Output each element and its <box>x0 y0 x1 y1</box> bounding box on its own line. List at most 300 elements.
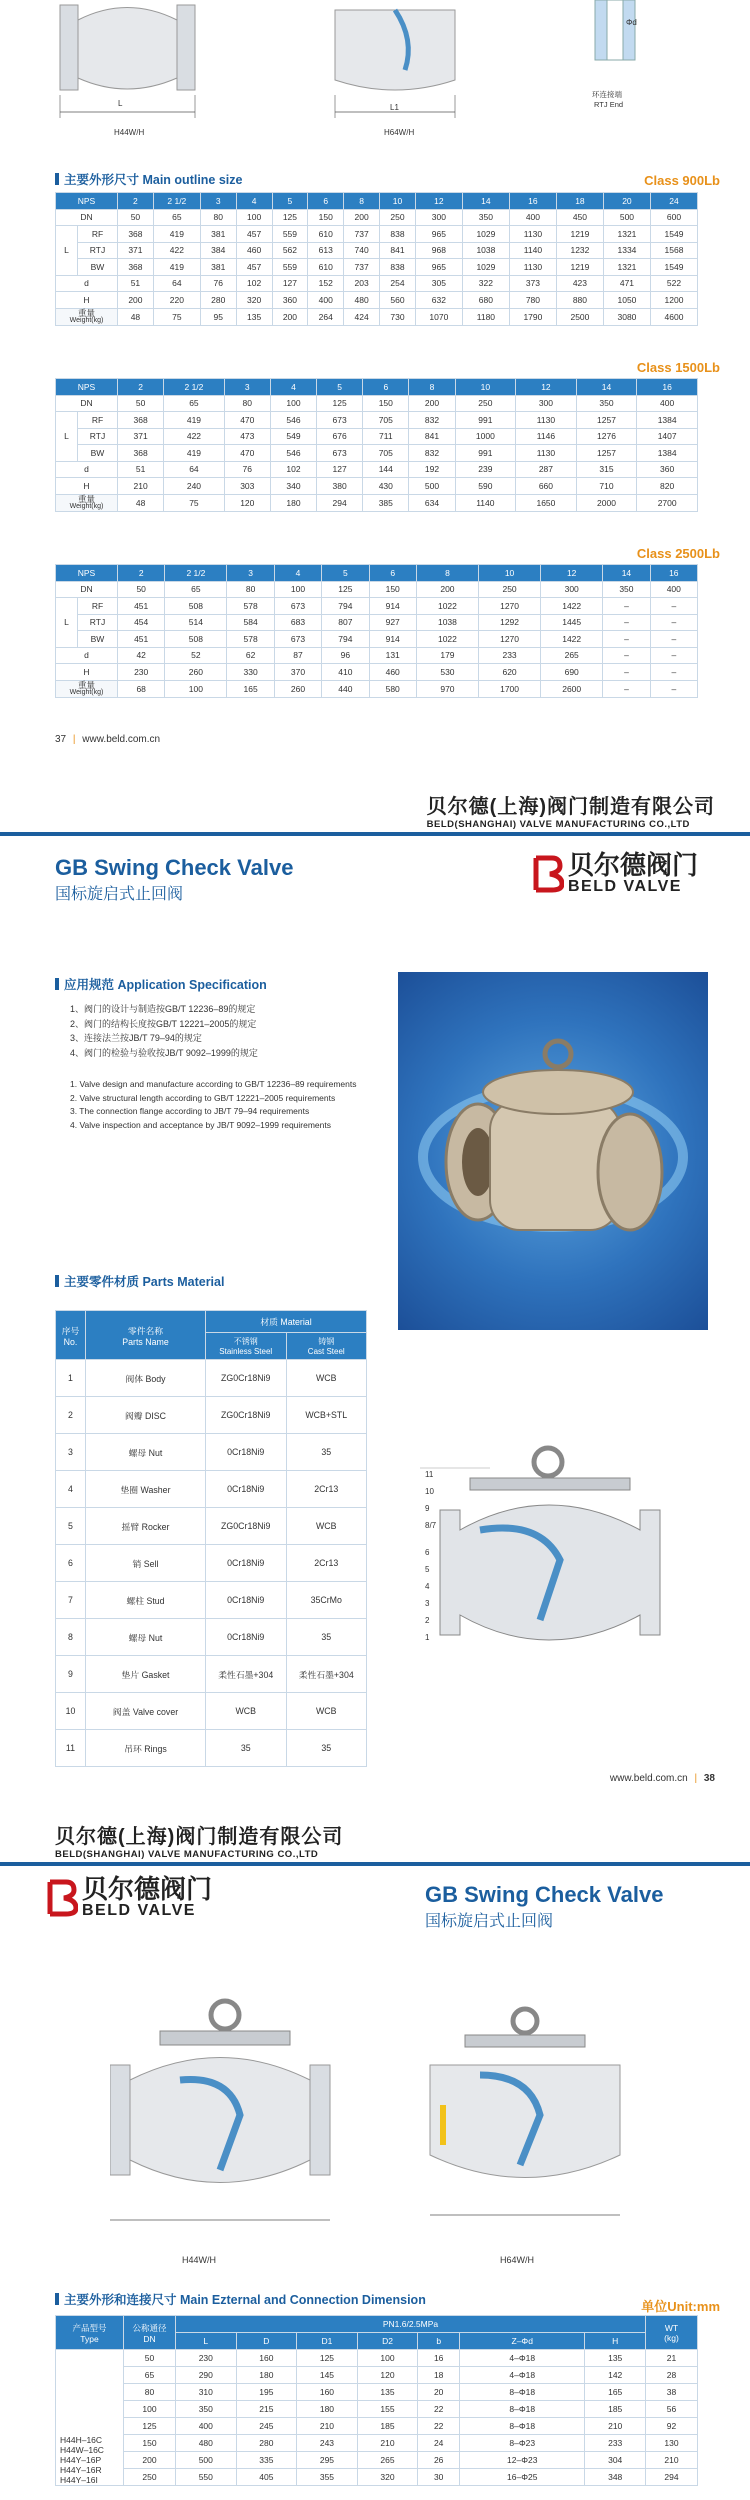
cell: 320 <box>236 292 272 309</box>
cell: 264 <box>308 308 344 325</box>
cell: 165 <box>585 2384 646 2401</box>
cell: 368 <box>118 445 164 462</box>
cell: 28 <box>646 2367 698 2384</box>
col-ss <box>206 1333 287 1360</box>
row-label: DN <box>56 581 118 598</box>
cell: 5 <box>272 193 308 210</box>
cell: 340 <box>270 478 316 495</box>
col-d1: D1 <box>297 2333 358 2350</box>
cell: 210 <box>118 478 164 495</box>
title-cn: 国标旋启式止回阀 <box>425 1913 554 1930</box>
cell: 220 <box>153 292 200 309</box>
cell: 460 <box>369 664 416 681</box>
table-row <box>56 1397 367 1434</box>
cell: 473 <box>224 428 270 445</box>
cell: 1270 <box>479 598 541 615</box>
col-no-en: No. <box>63 1336 78 1347</box>
cell: 300 <box>415 209 462 226</box>
cell: 305 <box>415 275 462 292</box>
table-class-1500 <box>55 378 698 512</box>
cell: 1130 <box>509 259 556 276</box>
cell: 1029 <box>462 259 509 276</box>
callout-label: 5 <box>425 1565 430 1574</box>
cell: 562 <box>272 242 308 259</box>
cell: 381 <box>200 259 236 276</box>
table-row <box>56 2418 698 2435</box>
cell: 230 <box>118 664 165 681</box>
cell: 2500 <box>556 308 603 325</box>
row-label: RF <box>78 598 118 615</box>
cell: 62 <box>227 647 274 664</box>
cell: 600 <box>650 209 697 226</box>
section-header-outline <box>55 170 243 188</box>
cell: 832 <box>409 445 455 462</box>
cell: 76 <box>200 275 236 292</box>
table-row <box>56 2384 698 2401</box>
cell: 18 <box>556 193 603 210</box>
cell: 578 <box>227 598 274 615</box>
cell: 145 <box>297 2367 358 2384</box>
cell: 16–Φ25 <box>460 2469 585 2486</box>
cell: 210 <box>297 2418 358 2435</box>
table-row <box>56 1471 367 1508</box>
cell: 26 <box>418 2452 460 2469</box>
cell: 64 <box>153 275 200 292</box>
company-header-left <box>55 1820 343 1860</box>
cell: 65 <box>165 581 227 598</box>
row-label: NPS <box>56 193 118 210</box>
cell: 673 <box>317 412 363 429</box>
cell: 125 <box>272 209 308 226</box>
cell: 2 <box>118 379 164 396</box>
cell: 303 <box>224 478 270 495</box>
col-no <box>56 1311 86 1360</box>
cell: 673 <box>274 598 321 615</box>
title-en: GB Swing Check Valve <box>55 855 294 880</box>
cell: 451 <box>118 631 165 648</box>
table-row <box>56 614 698 631</box>
cell: 1384 <box>637 445 698 462</box>
cell: 92 <box>646 2418 698 2435</box>
table-row <box>56 1693 367 1730</box>
cell: 2Cr13 <box>286 1545 367 1582</box>
cell: 100 <box>357 2350 418 2367</box>
cell: – <box>603 631 650 648</box>
title-en: GB Swing Check Valve <box>425 1882 664 1907</box>
row-label: RF <box>78 412 118 429</box>
table-row <box>56 1360 367 1397</box>
cell: 405 <box>236 2469 297 2486</box>
table-row <box>56 259 698 276</box>
cell: 50 <box>124 2350 176 2367</box>
cell: 1232 <box>556 242 603 259</box>
cell: 371 <box>118 242 154 259</box>
cell: 120 <box>224 494 270 511</box>
cell: 807 <box>322 614 369 631</box>
cell: 1022 <box>416 631 478 648</box>
cell: 130 <box>646 2435 698 2452</box>
weight-label <box>56 494 118 511</box>
cell: 500 <box>409 478 455 495</box>
cell: 5 <box>317 379 363 396</box>
cell: 1180 <box>462 308 509 325</box>
drawing-caption-left: H44W/H <box>114 128 145 137</box>
cell: 290 <box>176 2367 237 2384</box>
col-wt-label: WT <box>664 2322 679 2333</box>
parts-body <box>56 1360 367 1767</box>
callout-numbers <box>425 1466 436 1646</box>
cell: 1700 <box>479 680 541 697</box>
cell: 239 <box>455 461 516 478</box>
cell: 254 <box>380 275 416 292</box>
cell: 65 <box>124 2367 176 2384</box>
cell: 1257 <box>576 412 637 429</box>
section-header-dimension <box>55 2290 426 2308</box>
cell: 155 <box>357 2401 418 2418</box>
cell: 233 <box>585 2435 646 2452</box>
col-ss-cn: 不锈钢 <box>233 1337 258 1346</box>
table-row <box>56 445 698 462</box>
table-row <box>56 2452 698 2469</box>
cell: 243 <box>297 2435 358 2452</box>
cell: 48 <box>118 308 154 325</box>
title-cn: 国标旋启式止回阀 <box>55 886 184 903</box>
cell: 1 <box>56 1360 86 1397</box>
table-header-row <box>56 1311 367 1333</box>
cell: 508 <box>165 598 227 615</box>
cell: WCB <box>286 1360 367 1397</box>
cell: 580 <box>369 680 416 697</box>
cell: 348 <box>585 2469 646 2486</box>
cell: 50 <box>118 395 164 412</box>
cell: 2 1/2 <box>164 379 225 396</box>
cell: – <box>603 680 650 697</box>
cell: 330 <box>227 664 274 681</box>
table-row <box>56 1656 367 1693</box>
cell: 8–Φ18 <box>460 2401 585 2418</box>
cell: 927 <box>369 614 416 631</box>
table-row <box>56 1434 367 1471</box>
cell: 4–Φ18 <box>460 2350 585 2367</box>
company-name-cn: 贝尔德(上海)阀门制造有限公司 <box>426 796 715 818</box>
cell: 322 <box>462 275 509 292</box>
col-b: b <box>418 2333 460 2350</box>
cell: 1549 <box>650 226 697 243</box>
cell: 12 <box>415 193 462 210</box>
cell: 3 <box>224 379 270 396</box>
cell: 120 <box>357 2367 418 2384</box>
col-cs-en: Cast Steel <box>307 1347 345 1356</box>
cell: 676 <box>317 428 363 445</box>
header-bar-icon <box>55 2293 59 2305</box>
col-wt-unit: (kg) <box>664 2332 679 2343</box>
valve-drawing-h44 <box>55 0 200 140</box>
col-name-en: Parts Name <box>122 1336 169 1347</box>
cell: 0Cr18Ni9 <box>206 1582 287 1619</box>
cell: 400 <box>176 2418 237 2435</box>
cell: 970 <box>416 680 478 697</box>
cell: 457 <box>236 259 272 276</box>
parts-table <box>55 1310 367 1767</box>
cell: 968 <box>415 242 462 259</box>
callout-label: 11 <box>425 1470 434 1479</box>
cell: 914 <box>369 631 416 648</box>
table-header-row <box>56 2316 698 2333</box>
cell: 260 <box>274 680 321 697</box>
cell: 1321 <box>603 259 650 276</box>
cell: 200 <box>416 581 478 598</box>
cell: 1384 <box>637 412 698 429</box>
cell: 419 <box>153 259 200 276</box>
cell: 180 <box>236 2367 297 2384</box>
cell: 160 <box>236 2350 297 2367</box>
cell: 838 <box>380 259 416 276</box>
cell: 8 <box>344 193 380 210</box>
cell: 9 <box>56 1656 86 1693</box>
table-row <box>56 428 698 445</box>
cell: 240 <box>164 478 225 495</box>
cell: 294 <box>646 2469 698 2486</box>
cell: 2 1/2 <box>153 193 200 210</box>
row-label: d <box>56 647 118 664</box>
cell: 150 <box>363 395 409 412</box>
callout-label: 3 <box>425 1599 430 1608</box>
cell: 965 <box>415 259 462 276</box>
page-number: 37 <box>55 734 67 745</box>
cell: 摇臂 Rocker <box>86 1508 206 1545</box>
cell: 14 <box>603 565 650 582</box>
cell: 730 <box>380 308 416 325</box>
cell: 1038 <box>416 614 478 631</box>
cell: WCB <box>206 1693 287 1730</box>
weight-cn: 重量 <box>77 493 95 504</box>
cell: 200 <box>118 292 154 309</box>
cell: 384 <box>200 242 236 259</box>
cell: WCB+STL <box>286 1397 367 1434</box>
table-row <box>56 478 698 495</box>
weight-cn: 重量 <box>77 679 95 690</box>
cell: 125 <box>124 2418 176 2435</box>
section-header-parts <box>55 1272 224 1290</box>
cell: 80 <box>224 395 270 412</box>
table-row <box>56 494 698 511</box>
cell: 1407 <box>637 428 698 445</box>
cell: 1146 <box>516 428 577 445</box>
cell: 400 <box>637 395 698 412</box>
cell: 423 <box>556 275 603 292</box>
cell: 549 <box>270 428 316 445</box>
col-z: Z–Φd <box>460 2333 585 2350</box>
cell: 280 <box>200 292 236 309</box>
table-row <box>56 2469 698 2486</box>
list-item: 2. Valve structural length according to GB/T 12221–2005 requirements <box>70 1092 336 1103</box>
cell: 265 <box>541 647 603 664</box>
product-title <box>55 855 293 904</box>
table-row <box>56 598 698 615</box>
cell: 295 <box>297 2452 358 2469</box>
cell: 705 <box>363 445 409 462</box>
cell: 12 <box>541 565 603 582</box>
cell: 632 <box>415 292 462 309</box>
table-row <box>56 308 698 325</box>
cell: 150 <box>308 209 344 226</box>
row-label: BW <box>78 631 118 648</box>
cell: 4 <box>274 565 321 582</box>
cell: 1130 <box>516 445 577 462</box>
row-label: H <box>56 292 118 309</box>
cell: 152 <box>308 275 344 292</box>
cell: 410 <box>322 664 369 681</box>
cell: 2700 <box>637 494 698 511</box>
cell: 559 <box>272 259 308 276</box>
cell: 12–Φ23 <box>460 2452 585 2469</box>
cell: 457 <box>236 226 272 243</box>
page-url: www.beld.com.cn <box>609 1773 688 1784</box>
cell: 522 <box>650 275 697 292</box>
cell: 50 <box>118 209 154 226</box>
col-ss-en: Stainless Steel <box>219 1347 273 1356</box>
cell: 200 <box>409 395 455 412</box>
table-row <box>56 2401 698 2418</box>
page-footer-38: www.beld.com.cn | 38 <box>609 1773 715 1784</box>
cell: 613 <box>308 242 344 259</box>
cell: 1790 <box>509 308 556 325</box>
table-row <box>56 461 698 478</box>
company-name-en: BELD(SHANGHAI) VALVE MANUFACTURING CO.,LTD <box>426 819 690 830</box>
cell: 1422 <box>541 631 603 648</box>
valve-photo-icon <box>398 972 708 1330</box>
cell: 480 <box>344 292 380 309</box>
cell: 480 <box>176 2435 237 2452</box>
list-item: 1. Valve design and manufacture according to GB/T 12236–89 requirements <box>70 1079 357 1089</box>
cell: 1422 <box>541 598 603 615</box>
cell: 80 <box>200 209 236 226</box>
table-row <box>56 664 698 681</box>
cell: 127 <box>272 275 308 292</box>
cell: 1200 <box>650 292 697 309</box>
cell: 368 <box>118 412 164 429</box>
cell: 6 <box>369 565 416 582</box>
cell: 233 <box>479 647 541 664</box>
cell: 740 <box>344 242 380 259</box>
cell: 125 <box>317 395 363 412</box>
cell: 546 <box>270 412 316 429</box>
col-type-cn: 产品型号 <box>72 2322 107 2333</box>
section-title: 主要外形尺寸 Main outline size <box>64 173 243 187</box>
cell: – <box>603 647 650 664</box>
cell: 100 <box>274 581 321 598</box>
cell: 阀体 Body <box>86 1360 206 1397</box>
cell: 2 <box>118 565 165 582</box>
weight-en: Weight(kg) <box>69 502 104 510</box>
cell: 180 <box>270 494 316 511</box>
cell: 820 <box>637 478 698 495</box>
cell: 6 <box>56 1545 86 1582</box>
cell: 380 <box>317 478 363 495</box>
cell: 1276 <box>576 428 637 445</box>
drawing-dim-l1: L1 <box>390 103 399 112</box>
cell: 673 <box>317 445 363 462</box>
cell: 135 <box>236 308 272 325</box>
cell: 1568 <box>650 242 697 259</box>
cell: 垫片 Gasket <box>86 1656 206 1693</box>
cell: 102 <box>270 461 316 478</box>
cell: 1334 <box>603 242 650 259</box>
cell: 794 <box>322 598 369 615</box>
cell: 14 <box>462 193 509 210</box>
cell: – <box>650 598 697 615</box>
table-row <box>56 1508 367 1545</box>
cell: 阀瓣 DISC <box>86 1397 206 1434</box>
row-label: BW <box>78 445 118 462</box>
cell: 300 <box>516 395 577 412</box>
col-no-cn: 序号 <box>61 1325 80 1336</box>
cell: 4600 <box>650 308 697 325</box>
cell: 144 <box>363 461 409 478</box>
brand-logo-left <box>42 1876 212 1920</box>
row-label: RTJ <box>78 428 118 445</box>
cell: 737 <box>344 259 380 276</box>
cell: 35 <box>286 1434 367 1471</box>
cell: 2 <box>56 1397 86 1434</box>
cell: 0Cr18Ni9 <box>206 1471 287 1508</box>
col-dn-en: DN <box>143 2333 156 2344</box>
section-title: 主要外形和连接尺寸 Main Ezternal and Connection Dimension <box>64 2293 426 2307</box>
weight-label <box>56 680 118 697</box>
cell: 350 <box>576 395 637 412</box>
cell: WCB <box>286 1693 367 1730</box>
beld-logo-icon <box>528 854 564 894</box>
cell: 87 <box>274 647 321 664</box>
list-item: 3. The connection flange according to JB/T 79–94 requirements <box>70 1106 310 1116</box>
cell: 320 <box>357 2469 418 2486</box>
col-wt <box>646 2316 698 2350</box>
cell: 373 <box>509 275 556 292</box>
row-label: H <box>56 478 118 495</box>
cell: 35 <box>286 1730 367 1767</box>
l-label: L <box>56 412 78 462</box>
class-1500-label: Class 1500Lb <box>636 360 720 375</box>
table-row <box>56 1582 367 1619</box>
cell: 841 <box>409 428 455 445</box>
company-name-en: BELD(SHANGHAI) VALVE MANUFACTURING CO.,LTD <box>55 1849 319 1860</box>
table-row <box>56 412 698 429</box>
cell: 250 <box>455 395 516 412</box>
cell: 6 <box>308 193 344 210</box>
table-row <box>56 581 698 598</box>
col-h: H <box>585 2333 646 2350</box>
callout-label: 1 <box>425 1633 430 1642</box>
table-row <box>56 209 698 226</box>
cell: 360 <box>272 292 308 309</box>
rtj-label-en: RTJ End <box>594 100 624 109</box>
brand-en: BELD VALVE <box>568 878 682 895</box>
cell: 460 <box>236 242 272 259</box>
cell: 210 <box>585 2418 646 2435</box>
cell: 250 <box>124 2469 176 2486</box>
cell: 610 <box>308 259 344 276</box>
class-900-label: Class 900Lb <box>644 173 720 188</box>
cell: 315 <box>576 461 637 478</box>
header-bar-icon <box>55 173 59 185</box>
cell: 102 <box>236 275 272 292</box>
cell: 422 <box>164 428 225 445</box>
cell: 1445 <box>541 614 603 631</box>
cell: 470 <box>224 412 270 429</box>
col-type-en: Type <box>80 2333 99 2344</box>
cell: 711 <box>363 428 409 445</box>
cell: 20 <box>418 2384 460 2401</box>
